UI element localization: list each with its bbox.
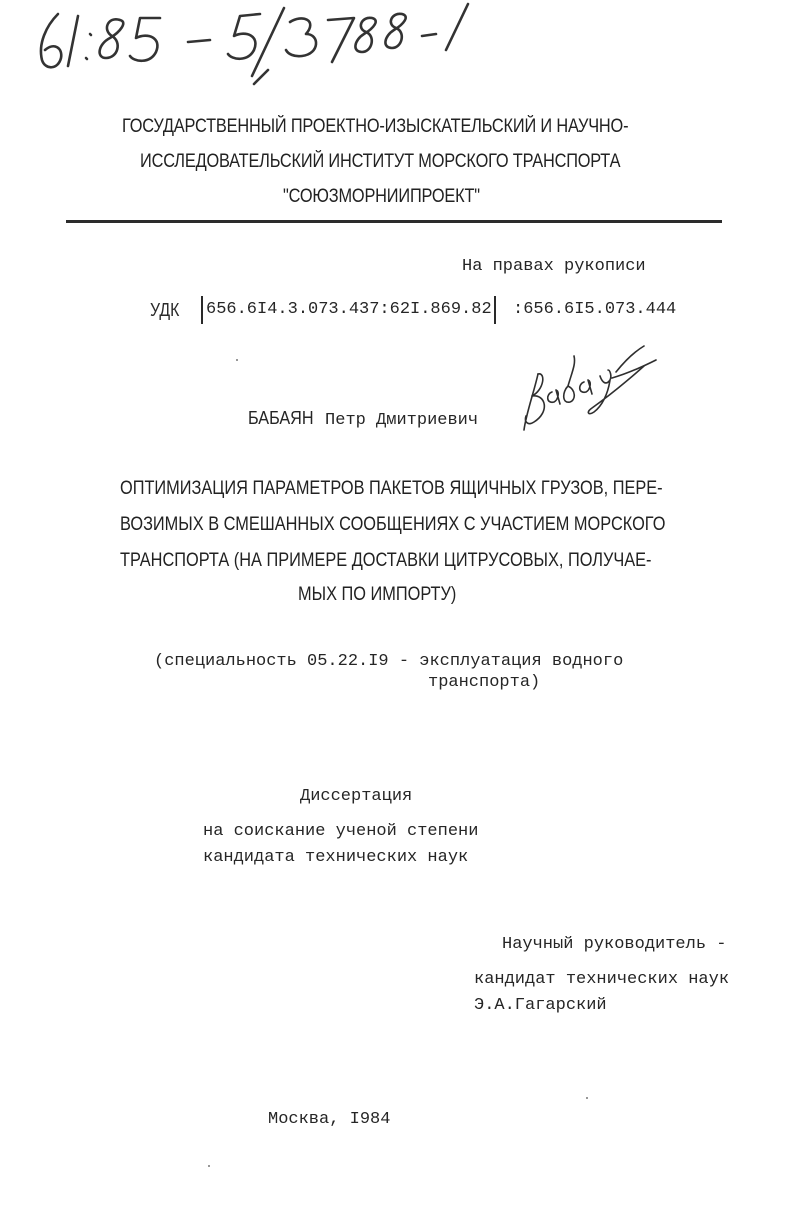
author-given-name: Петр Дмитриевич: [325, 411, 479, 430]
thesis-title-line-1: ОПТИМИЗАЦИЯ ПАРАМЕТРОВ ПАКЕТОВ ЯЩИЧНЫХ ГРУЗОВ, ПЕРЕ-: [120, 478, 663, 499]
author-surname: БАБАЯН: [248, 408, 314, 428]
dissertation-heading: Диссертация: [300, 787, 413, 806]
udk-label: УДК: [150, 300, 180, 320]
specialty-line-2: транспорта): [428, 673, 541, 692]
author-signature: [516, 342, 666, 438]
udk-code-rest: :656.6I5.073.444: [513, 300, 677, 319]
institute-line-1: ГОСУДАРСТВЕННЫЙ ПРОЕКТНО-ИЗЫСКАТЕЛЬСКИЙ И НАУЧНО-: [122, 116, 629, 137]
scan-speck: [208, 1165, 210, 1167]
supervisor-degree: кандидат технических наук: [474, 970, 730, 989]
specialty-line-1: (специальность 05.22.I9 - эксплуатация водного: [154, 652, 624, 671]
supervisor-name: Э.А.Гагарский: [474, 996, 607, 1015]
signature-icon: [516, 342, 666, 438]
dissertation-degree-line-1: на соискание ученой степени: [203, 822, 479, 841]
institute-line-2: ИССЛЕДОВАТЕЛЬСКИЙ ИНСТИТУТ МОРСКОГО ТРАНСПОРТА: [140, 151, 621, 172]
header-divider: [66, 220, 722, 223]
archive-number-handwriting: [28, 0, 488, 90]
udk-bracketed-code: 656.6I4.3.073.437:62I.869.82: [201, 296, 496, 324]
dissertation-degree-line-2: кандидата технических наук: [203, 848, 469, 867]
place-and-year: Москва, I984: [268, 1110, 391, 1129]
author-name: [248, 408, 478, 430]
supervisor-label: Научный руководитель -: [502, 935, 727, 954]
thesis-title-line-3: ТРАНСПОРТА (НА ПРИМЕРЕ ДОСТАВКИ ЦИТРУСОВЫХ, ПОЛУЧАЕ-: [120, 550, 652, 571]
archive-number-icon: [28, 0, 488, 90]
institute-line-3: "СОЮЗМОРНИИПРОЕКТ": [283, 186, 480, 207]
scan-speck: [586, 1097, 588, 1099]
rights-note: На правах рукописи: [462, 257, 646, 276]
scan-speck: [236, 359, 238, 361]
thesis-title-line-4: МЫХ ПО ИМПОРТУ): [298, 584, 457, 605]
thesis-title-line-2: ВОЗИМЫХ В СМЕШАННЫХ СООБЩЕНИЯХ С УЧАСТИЕМ МОРСКОГО: [120, 514, 666, 535]
